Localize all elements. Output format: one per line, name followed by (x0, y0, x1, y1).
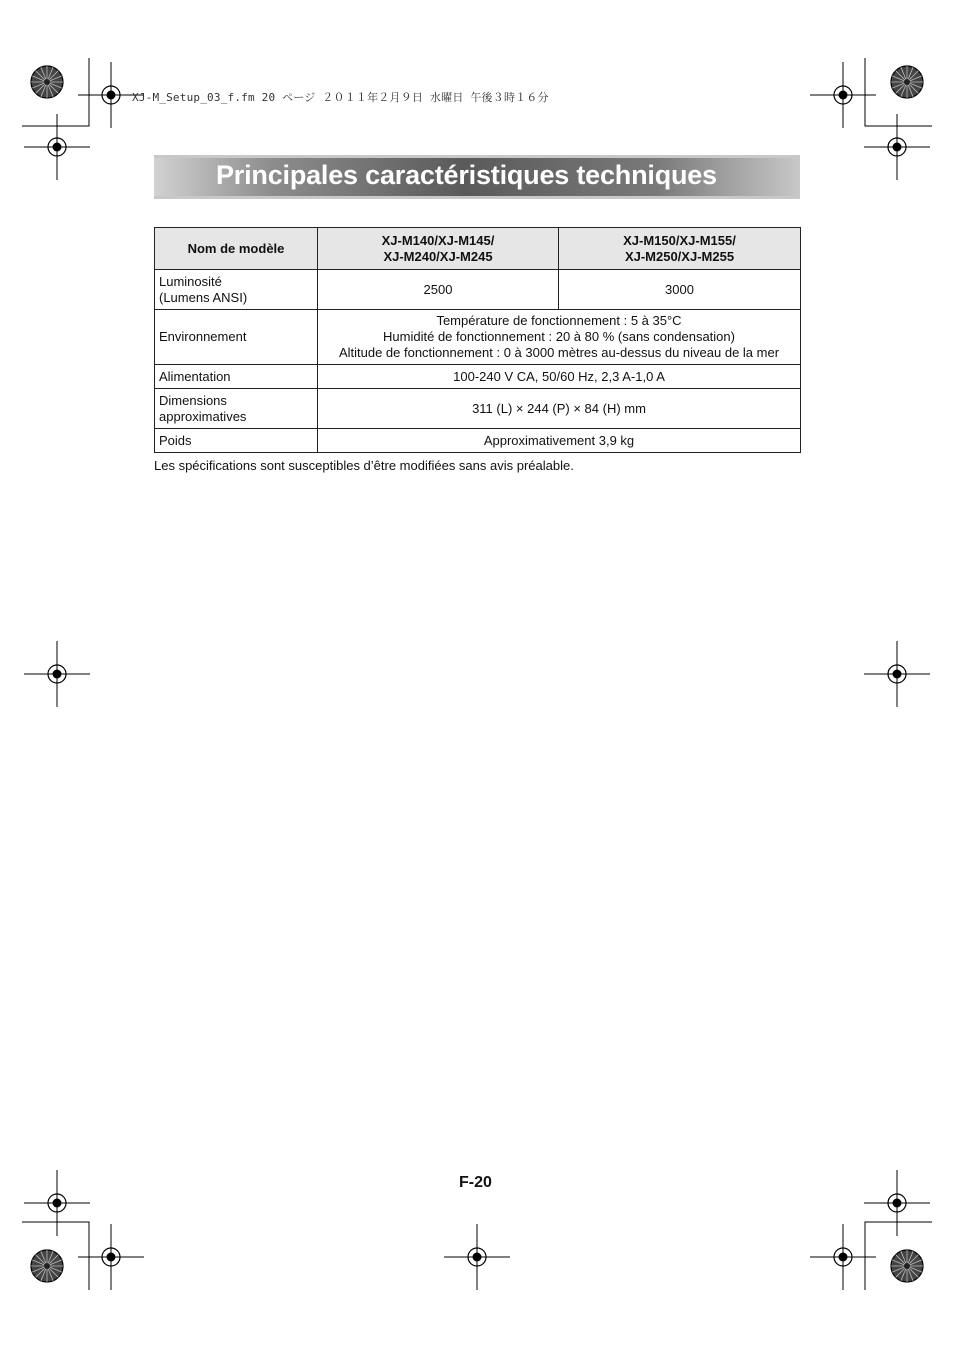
environnement-temperature: Température de fonctionnement : 5 à 35°C (436, 313, 682, 328)
row-label-alimentation: Alimentation (155, 365, 318, 389)
table-row-poids (155, 429, 801, 453)
header-model-group-2-line2: XJ-M250/XJ-M255 (624, 248, 735, 264)
environnement-value (318, 310, 801, 365)
luminosite-value-group-2: 3000 (559, 270, 801, 310)
table-row-luminosite (155, 270, 801, 310)
table-row-dimensions (155, 389, 801, 429)
row-label-dimensions (155, 389, 318, 429)
header-model-group-1-line2: XJ-M240/XJ-M245 (383, 248, 493, 264)
row-label-poids: Poids (155, 429, 318, 453)
header-model-name-label: Nom de modèle (187, 240, 285, 256)
specifications-table (154, 227, 801, 453)
page-number: F-20 (459, 1174, 492, 1191)
row-label-luminosite (155, 270, 318, 310)
page-title: Principales caractéristiques techniques (216, 160, 717, 190)
row-label-environnement: Environnement (155, 310, 318, 365)
luminosite-value-group-1: 2500 (318, 270, 559, 310)
row-label-luminosite-line2: (Lumens ANSI) (159, 289, 248, 305)
environnement-humidity: Humidité de fonctionnement : 20 à 80 % (sans condensation) (383, 329, 735, 344)
section-title-bar (154, 155, 800, 199)
specifications-note: Les spécifications sont susceptibles d’être modifiées sans avis préalable. (154, 458, 574, 473)
environnement-altitude: Altitude de fonctionnement : 0 à 3000 mètres au-dessus du niveau de la mer (338, 345, 780, 360)
row-label-dimensions-line1: Dimensions (159, 392, 227, 408)
dimensions-value: 311 (L) × 244 (P) × 84 (H) mm (318, 389, 801, 429)
alimentation-value: 100-240 V CA, 50/60 Hz, 2,3 A-1,0 A (318, 365, 801, 389)
table-row-alimentation (155, 365, 801, 389)
header-model-group-2 (559, 228, 801, 270)
header-model-name (155, 228, 318, 270)
table-row-environnement (155, 310, 801, 365)
poids-value: Approximativement 3,9 kg (318, 429, 801, 453)
table-header-row (155, 228, 801, 270)
file-info-header: XJ-M_Setup_03_f.fm 20 ページ ２０１１年２月９日 水曜日 午後３時１６分 (132, 91, 549, 104)
row-label-dimensions-line2: approximatives (159, 408, 247, 424)
header-model-group-2-line1: XJ-M150/XJ-M155/ (623, 232, 736, 248)
header-model-group-1-line1: XJ-M140/XJ-M145/ (381, 232, 495, 248)
header-model-group-1 (318, 228, 559, 270)
row-label-luminosite-line1: Luminosité (159, 273, 222, 289)
